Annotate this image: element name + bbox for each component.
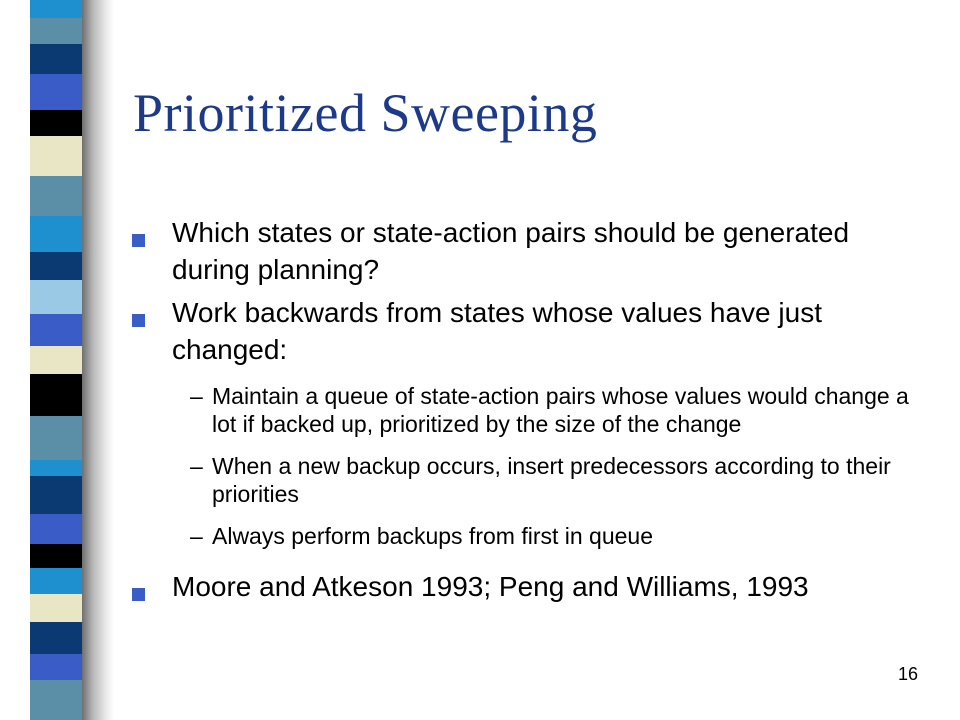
bullet-item [132,214,932,288]
bullet-text: Which states or state-action pairs should be generated during planning? [172,217,850,285]
dash-marker: – [190,523,203,549]
bullet-item [132,294,932,368]
sub-bullet-item [132,522,932,550]
slide-title: Prioritized Sweeping [133,83,598,143]
dash-marker: – [190,383,203,409]
sub-bullet-text: When a new backup occurs, insert predecessors according to their priorities [212,453,891,507]
dash-marker: – [190,453,203,479]
decorative-stripe [30,0,88,720]
bullet-text: Moore and Atkeson 1993; Peng and Williams, 1993 [172,571,809,602]
bullet-square-icon [132,314,145,327]
slide-number: 16 [897,664,918,684]
bullet-square-icon [132,234,145,247]
bullet-text: Work backwards from states whose values have just changed: [172,297,822,365]
bullet-list [132,214,932,611]
bullet-item [132,568,932,605]
sub-bullet-item [132,382,932,438]
sub-bullet-text: Maintain a queue of state-action pairs whose values would change a lot if backed up, prioritized by the size of the change [212,383,909,437]
bullet-square-icon [132,588,145,601]
stripe-shadow [82,0,114,720]
sub-bullet-text: Always perform backups from first in queue [212,523,654,549]
sub-bullet-item [132,452,932,508]
